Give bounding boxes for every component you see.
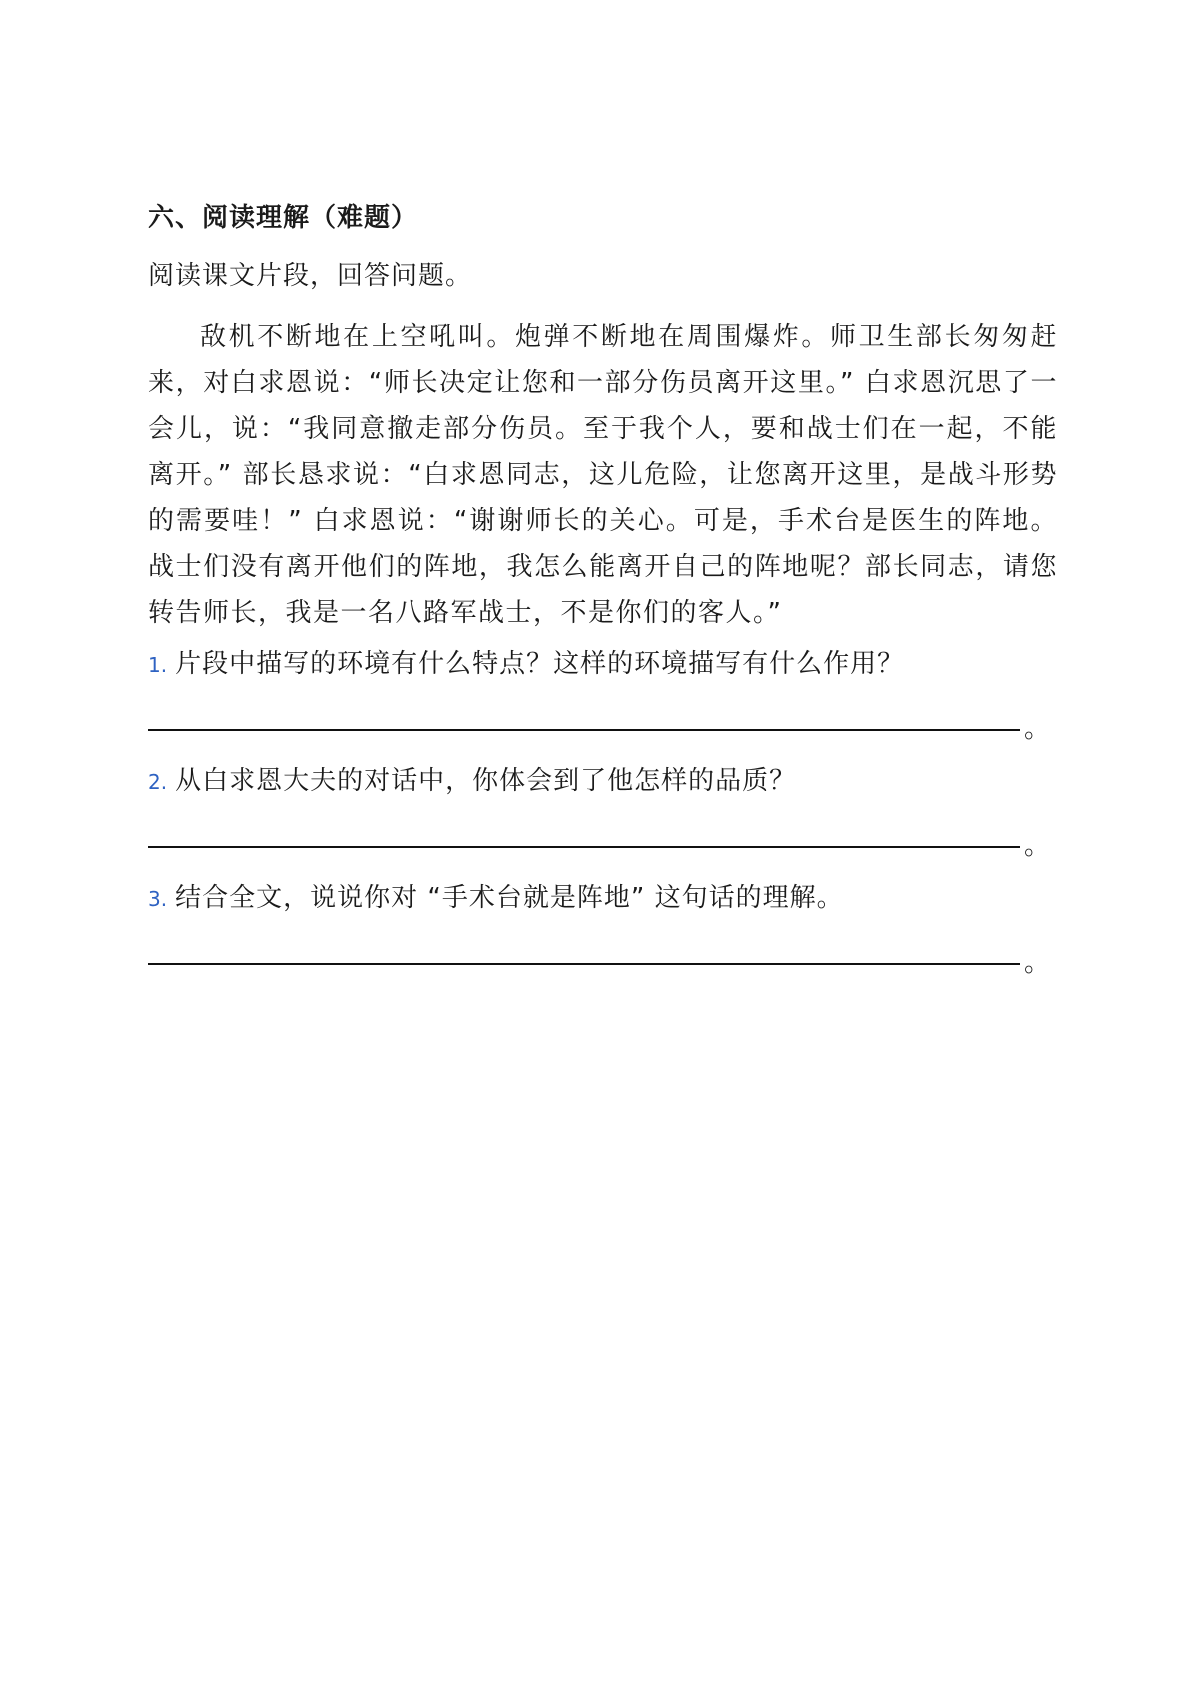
section-title: 六、阅读理解（难题） bbox=[148, 203, 419, 233]
answer-end-mark: 。 bbox=[1024, 948, 1051, 978]
answer-line[interactable] bbox=[148, 729, 1020, 731]
question-text: 片段中描写的环境有什么特点？这样的环境描写有什么作用？ bbox=[175, 649, 905, 679]
question-2 bbox=[148, 761, 1058, 878]
answer-line[interactable] bbox=[148, 963, 1020, 965]
question-2-prompt bbox=[148, 761, 1058, 802]
question-3 bbox=[148, 878, 1058, 995]
reading-passage: 敌机不断地在上空吼叫。炮弹不断地在周围爆炸。师卫生部长匆匆赶来，对白求恩说：“师长决定让您和一部分伤员离开这里。” 白求恩沉思了一会儿，说：“我同意撤走部分伤员。至于我个人，要和战士们在一起，不能离开。” 部长恳求说：“白求恩同志，这儿危险，让您离开这里，是战斗形势的需要哇！” 白求恩说：“谢谢师长的关心。可是，手术台是医生的阵地。战士们没有离开他们的阵地，我怎么能离开自己的阵地呢？部长同志，请您转告师长，我是一名八路军战士，不是你们的客人。” bbox=[148, 322, 1058, 628]
question-number: 2. bbox=[148, 770, 168, 794]
question-number: 1. bbox=[148, 653, 168, 677]
section-instruction: 阅读课文片段，回答问题。 bbox=[148, 261, 473, 291]
answer-row-3[interactable] bbox=[148, 919, 1058, 995]
question-1 bbox=[148, 644, 1058, 761]
worksheet-page bbox=[148, 200, 1058, 995]
question-1-prompt bbox=[148, 644, 1058, 685]
question-number: 3. bbox=[148, 887, 168, 911]
answer-end-mark: 。 bbox=[1024, 831, 1051, 861]
answer-line[interactable] bbox=[148, 846, 1020, 848]
question-3-prompt bbox=[148, 878, 1058, 919]
answer-end-mark: 。 bbox=[1024, 714, 1051, 744]
answer-row-2[interactable] bbox=[148, 802, 1058, 878]
answer-row-1[interactable] bbox=[148, 685, 1058, 761]
question-text: 结合全文，说说你对 “手术台就是阵地” 这句话的理解。 bbox=[175, 883, 844, 913]
question-text: 从白求恩大夫的对话中，你体会到了他怎样的品质？ bbox=[175, 766, 797, 796]
